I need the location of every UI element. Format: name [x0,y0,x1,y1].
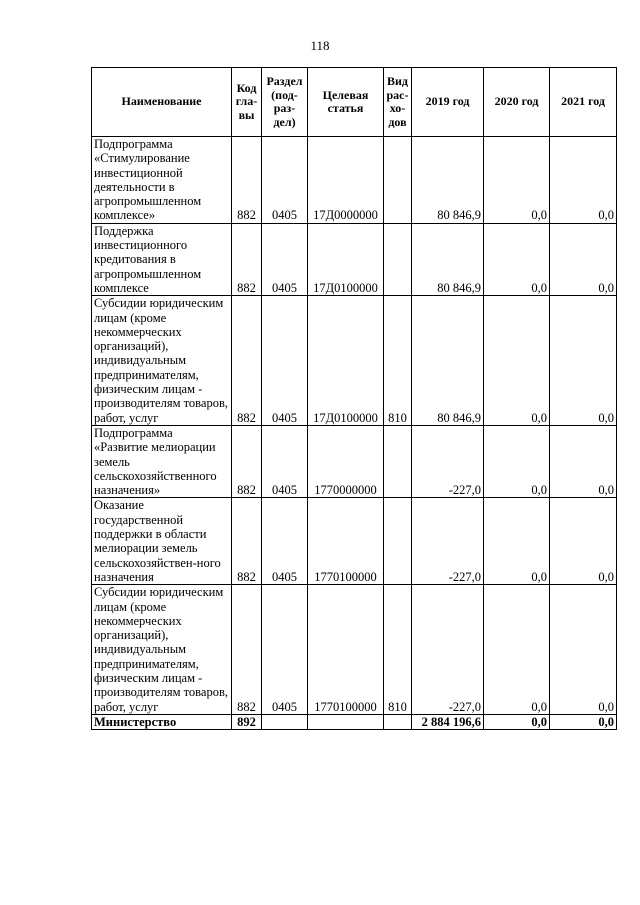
row-target: 1770100000 [308,498,384,585]
row-target: 1770000000 [308,425,384,497]
row-name: Субсидии юридическим лицам (кроме некоммерческих организаций), индивидуальным предпринимателям, физическим лицам - производителям товаров, работ, услуг [92,296,232,426]
row-target: 17Д0000000 [308,137,384,224]
row-code: 882 [232,137,262,224]
row-code: 882 [232,498,262,585]
total-type [384,714,412,729]
row-2019: -227,0 [412,498,484,585]
row-name: Оказание государственной поддержки в области мелиорации земель сельскохозяйствен-ного назначения [92,498,232,585]
row-code: 882 [232,223,262,295]
row-2020: 0,0 [484,137,550,224]
row-2021: 0,0 [550,585,617,715]
row-2021: 0,0 [550,223,617,295]
col-header-2021: 2021 год [550,68,617,137]
row-target: 1770100000 [308,585,384,715]
row-code: 882 [232,585,262,715]
total-2019: 2 884 196,6 [412,714,484,729]
total-2021: 0,0 [550,714,617,729]
col-header-2019: 2019 год [412,68,484,137]
col-header-2020: 2020 год [484,68,550,137]
table-row [92,223,617,295]
row-type [384,223,412,295]
row-2020: 0,0 [484,425,550,497]
page-number: 118 [310,38,330,53]
row-code: 882 [232,296,262,426]
header-row [92,68,617,137]
row-2020: 0,0 [484,585,550,715]
table-row [92,137,617,224]
row-target: 17Д0100000 [308,296,384,426]
row-2020: 0,0 [484,223,550,295]
row-type [384,425,412,497]
table-row [92,498,617,585]
row-type: 810 [384,585,412,715]
row-name: Поддержка инвестиционного кредитования в агропромышленном комплексе [92,223,232,295]
row-2021: 0,0 [550,137,617,224]
col-header-name: Наименование [92,68,232,137]
table-row [92,296,617,426]
row-2019: -227,0 [412,425,484,497]
row-section: 0405 [262,585,308,715]
total-code: 892 [232,714,262,729]
row-2019: 80 846,9 [412,137,484,224]
row-target: 17Д0100000 [308,223,384,295]
budget-table [91,67,617,730]
row-2019: -227,0 [412,585,484,715]
row-type [384,137,412,224]
row-section: 0405 [262,296,308,426]
total-name: Министерство [92,714,232,729]
row-name: Субсидии юридическим лицам (кроме некоммерческих организаций), индивидуальным предпринимателям, физическим лицам - производителям товаров, работ, услуг [92,585,232,715]
row-section: 0405 [262,425,308,497]
row-type [384,498,412,585]
total-row [92,714,617,729]
total-2020: 0,0 [484,714,550,729]
col-header-target: Целевая статья [308,68,384,137]
row-section: 0405 [262,137,308,224]
row-section: 0405 [262,498,308,585]
row-name: Подпрограмма «Развитие мелиорации земель сельскохозяйственного назначения» [92,425,232,497]
row-type: 810 [384,296,412,426]
col-header-section: Раздел (под-раз-дел) [262,68,308,137]
row-2021: 0,0 [550,498,617,585]
table-row [92,425,617,497]
row-code: 882 [232,425,262,497]
table-row [92,585,617,715]
row-2019: 80 846,9 [412,296,484,426]
row-2019: 80 846,9 [412,223,484,295]
col-header-type: Вид рас-хо-дов [384,68,412,137]
row-2021: 0,0 [550,425,617,497]
total-section [262,714,308,729]
total-target [308,714,384,729]
row-2020: 0,0 [484,498,550,585]
row-section: 0405 [262,223,308,295]
row-2020: 0,0 [484,296,550,426]
col-header-code: Код гла-вы [232,68,262,137]
row-2021: 0,0 [550,296,617,426]
row-name: Подпрограмма «Стимулирование инвестиционной деятельности в агропромышленном комплексе» [92,137,232,224]
